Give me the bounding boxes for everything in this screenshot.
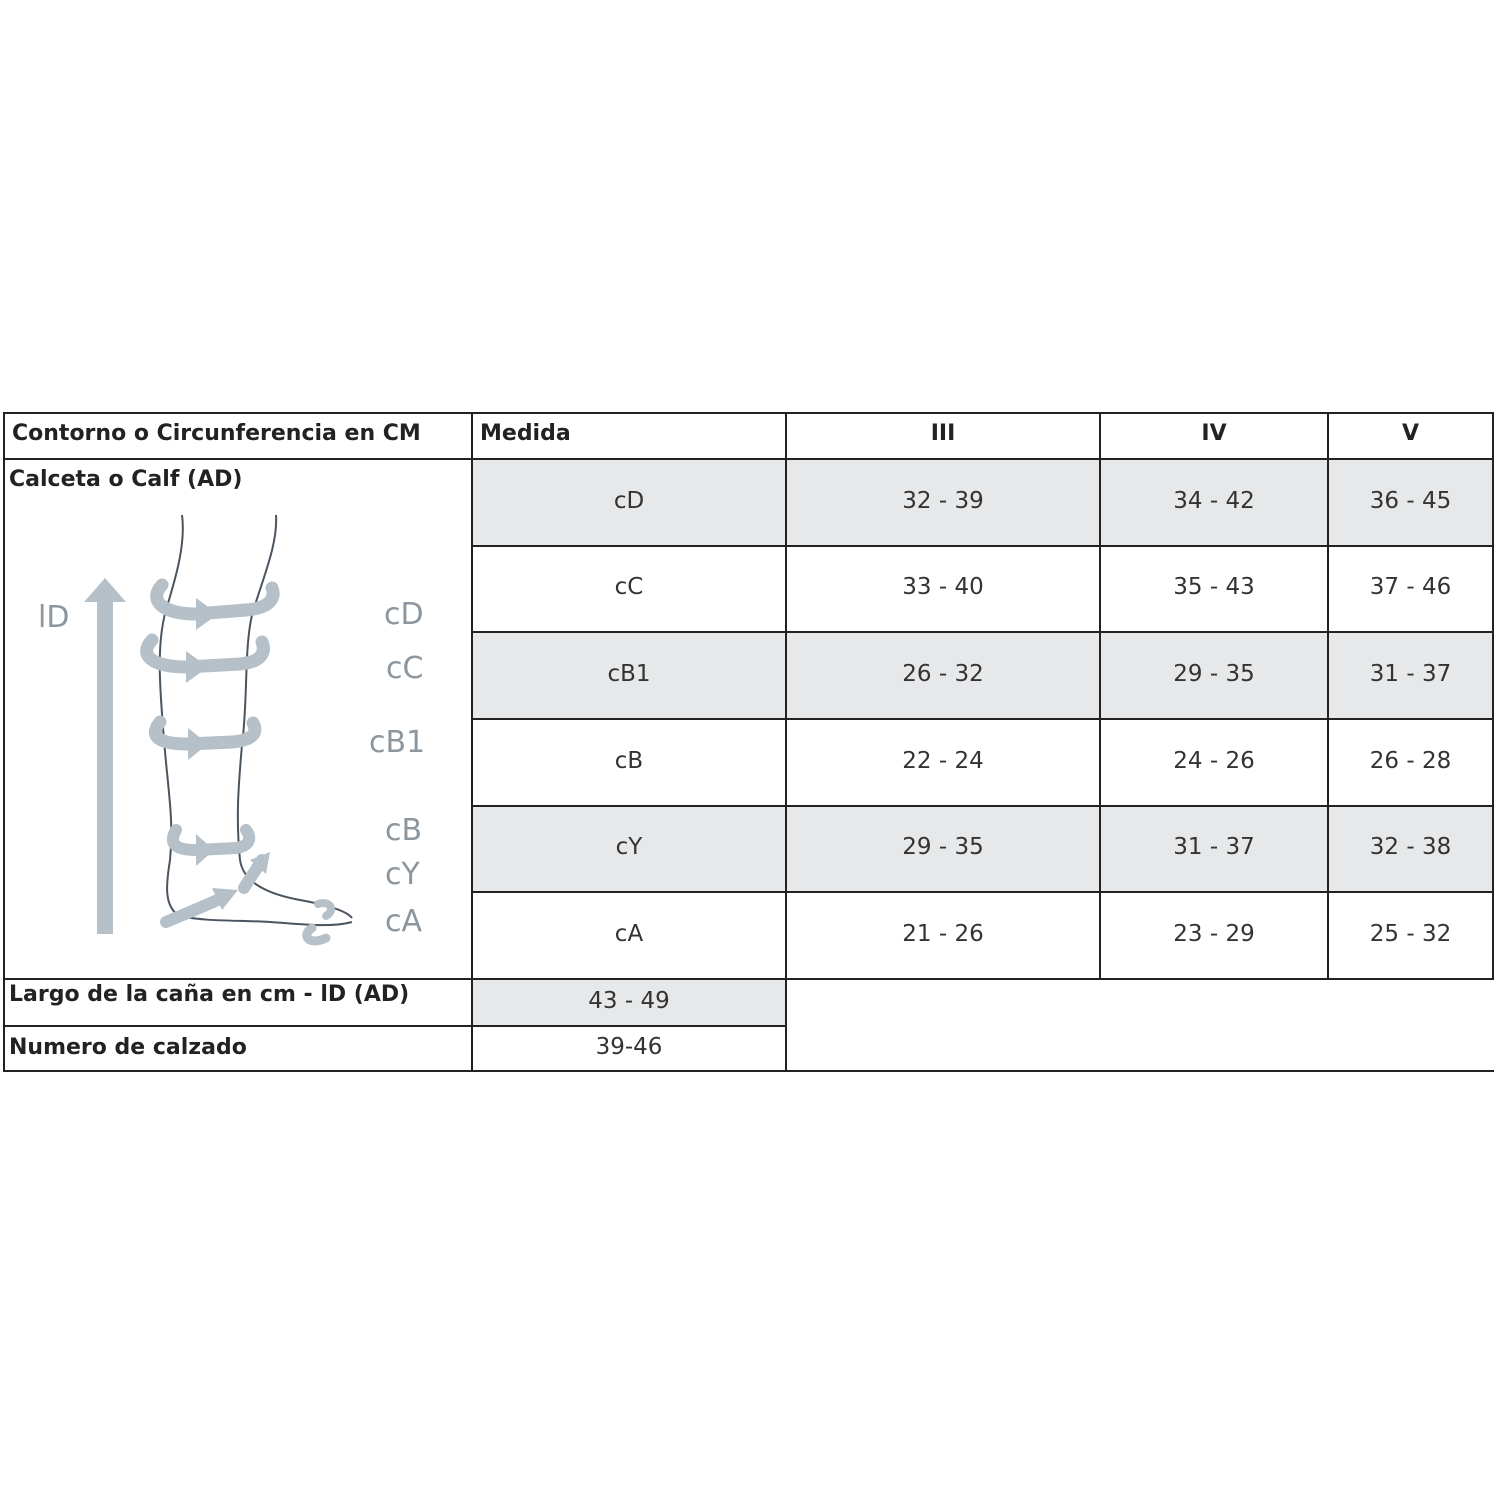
size-v-cell: 36 - 45 (1369, 488, 1452, 514)
header-size-iv: IV (1201, 421, 1227, 446)
size-v-cell: 31 - 37 (1369, 661, 1452, 687)
table-border (3, 978, 1494, 980)
diagram-label-ca: cA (385, 904, 423, 939)
diagram-label-ld: lD (38, 600, 70, 635)
diagram-label-cc: cC (386, 651, 424, 686)
header-contour: Contorno o Circunferencia en CM (12, 421, 421, 446)
shoe-size-value: 39-46 (595, 1034, 663, 1060)
size-iii-cell: 26 - 32 (902, 661, 984, 687)
table-border (472, 631, 1493, 633)
size-iv-cell: 34 - 42 (1173, 488, 1255, 514)
measure-cell: cB (614, 748, 644, 774)
length-label: Largo de la caña en cm - lD (AD) (9, 982, 410, 1007)
measure-cell: cY (615, 834, 643, 860)
size-iii-cell: 21 - 26 (902, 921, 984, 947)
size-v-cell: 37 - 46 (1369, 574, 1452, 600)
size-iii-cell: 22 - 24 (902, 748, 984, 774)
size-iii-cell: 33 - 40 (902, 574, 984, 600)
header-measure: Medida (480, 421, 571, 446)
diagram-label-cd: cD (384, 597, 424, 632)
diagram-label-cb: cB (385, 813, 423, 848)
size-iii-cell: 29 - 35 (902, 834, 984, 860)
circumference-arrow-cb1 (155, 722, 255, 744)
leg-outline-front (238, 515, 352, 918)
header-size-iii: III (930, 421, 956, 446)
length-arrow-head (84, 578, 126, 602)
shoe-size-label: Numero de calzado (9, 1035, 247, 1060)
measure-cell: cA (614, 921, 644, 947)
size-v-cell: 32 - 38 (1369, 834, 1452, 860)
table-border (472, 718, 1493, 720)
size-iv-cell: 31 - 37 (1173, 834, 1255, 860)
circumference-arrow-cd (157, 585, 274, 614)
table-border (1492, 412, 1494, 980)
size-iii-cell: 32 - 39 (902, 488, 984, 514)
measure-cell: cC (614, 574, 644, 600)
size-v-cell: 25 - 32 (1369, 921, 1452, 947)
length-arrow-shaft (97, 600, 113, 934)
circumference-arrow-cc (147, 640, 264, 667)
table-border (472, 545, 1493, 547)
table-border (472, 805, 1493, 807)
header-size-v: V (1401, 421, 1420, 446)
diagram-label-cy: cY (385, 857, 420, 892)
size-iv-cell: 24 - 26 (1173, 748, 1255, 774)
measure-cell: cD (613, 488, 645, 514)
size-iv-cell: 35 - 43 (1173, 574, 1255, 600)
length-value: 43 - 49 (588, 988, 670, 1014)
table-border (3, 1025, 787, 1027)
measure-cell: cB1 (607, 661, 651, 687)
section-label-calf: Calceta o Calf (AD) (9, 467, 243, 492)
diagram-label-cb1: cB1 (369, 725, 426, 760)
size-v-cell: 26 - 28 (1369, 748, 1452, 774)
size-iv-cell: 29 - 35 (1173, 661, 1255, 687)
table-border (472, 891, 1493, 893)
table-border (3, 1070, 1494, 1072)
size-iv-cell: 23 - 29 (1173, 921, 1255, 947)
